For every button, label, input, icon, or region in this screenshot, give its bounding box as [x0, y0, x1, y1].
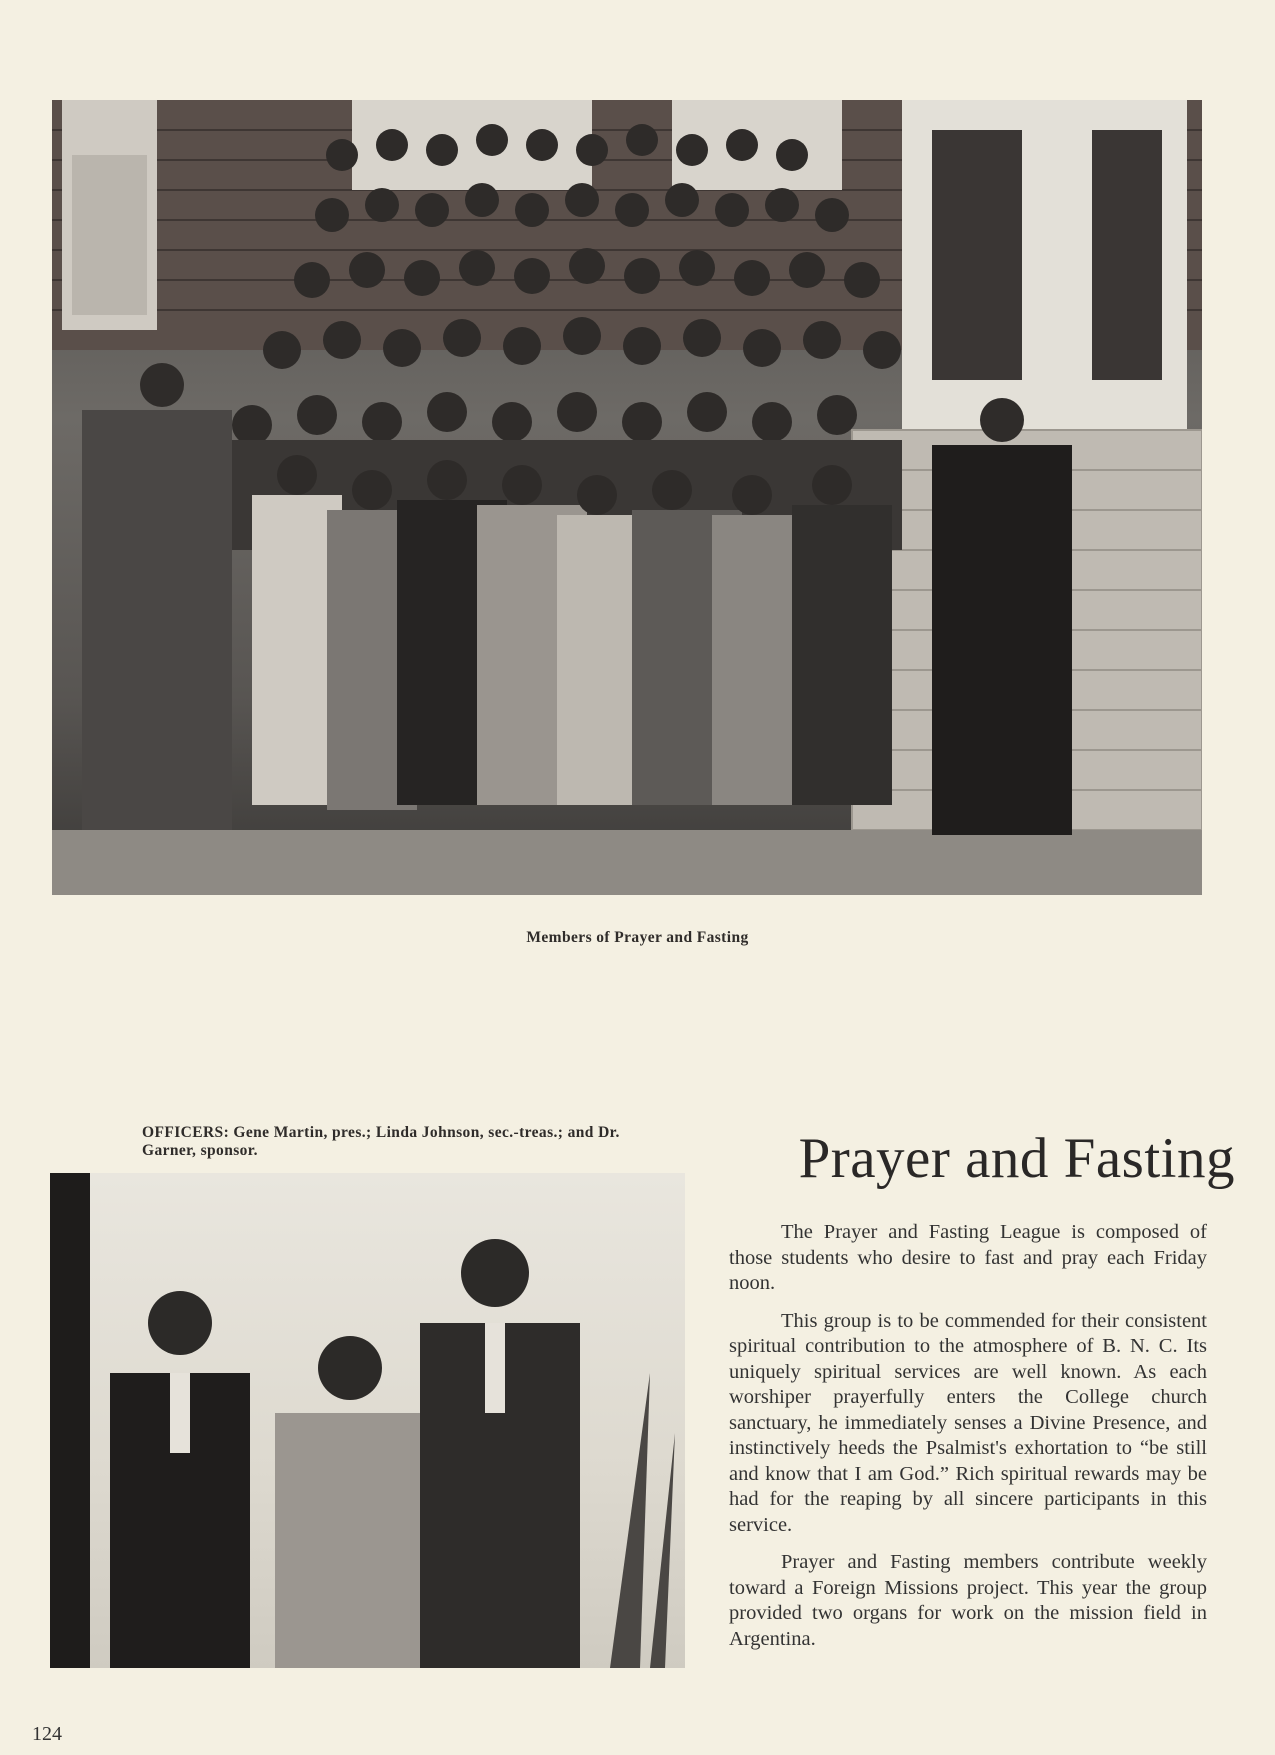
officers-photo: [50, 1173, 685, 1668]
article-paragraph: This group is to be commended for their consistent spiritual contribution to the atmosphere of B. N. C. Its uniquely spiritual services are well known. As each worshiper prayerfully enters the College church sanctuary, he immediately senses a Divine Presence, and instinctively heeds the Psalmist's exhortation to “be still and know that I am God.” Rich spiritual rewards may be had for the reaping by all sincere participants in this service.: [729, 1309, 1207, 1536]
article-body: [729, 1220, 1207, 1664]
article-paragraph: Prayer and Fasting members contribute weekly toward a Foreign Missions project. This year the group provided two organs for work on the mission field in Argentina.: [729, 1551, 1207, 1650]
group-photo-caption: Members of Prayer and Fasting: [526, 929, 749, 946]
article-paragraph: The Prayer and Fasting League is composed of those students who desire to fast and pray each Friday noon.: [729, 1221, 1207, 1294]
section-title: Prayer and Fasting: [798, 1127, 1235, 1190]
officers-photo-illustration: [50, 1173, 685, 1668]
group-photo-illustration: [52, 100, 1202, 895]
page-number: 124: [32, 1723, 62, 1745]
group-photo: [52, 100, 1202, 895]
officers-photo-caption: OFFICERS: Gene Martin, pres.; Linda Johnson, sec.-treas.; and Dr. Garner, sponsor.: [142, 1124, 620, 1159]
